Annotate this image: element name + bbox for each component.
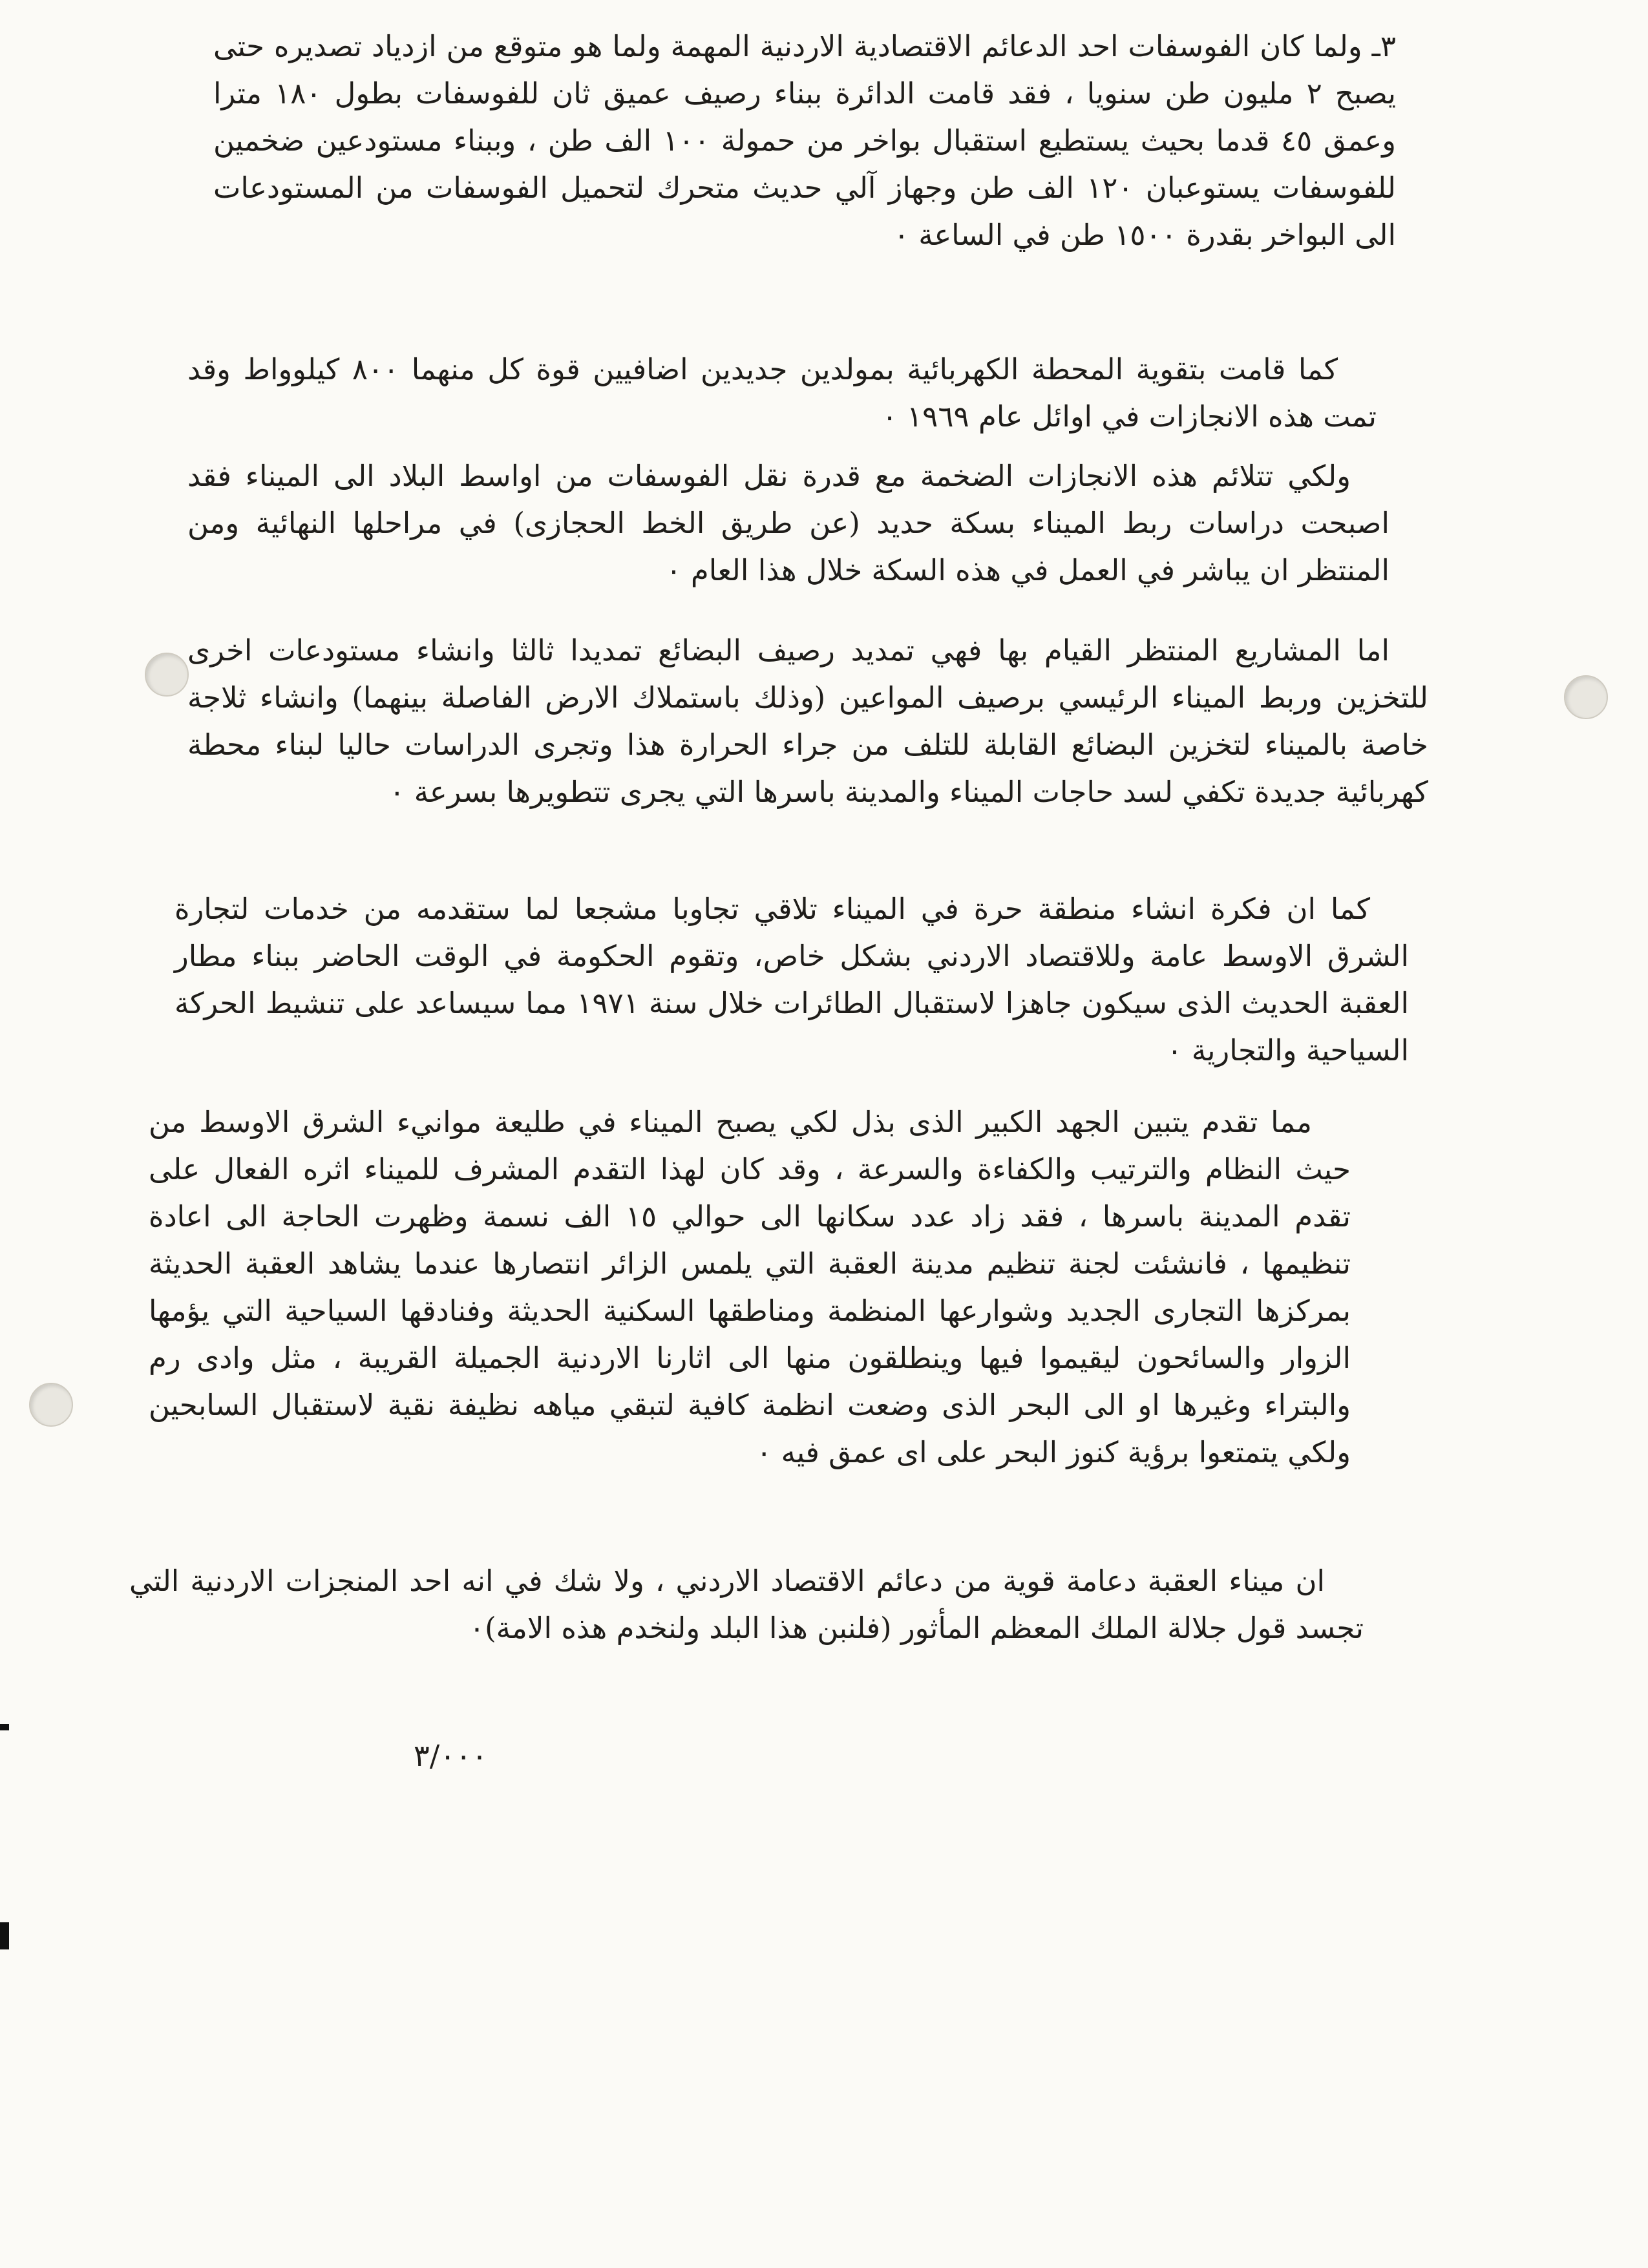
page-number: ٣/٠٠٠ (414, 1738, 488, 1773)
paragraph-text: ولكي تتلائم هذه الانجازات الضخمة مع قدرة نقل الفوسفات من اواسط البلاد الى الميناء فقد اصبحت دراسات ربط الميناء بسكة حديد (عن طريق الخط الحجازى) في مراحلها النهائية ومن المنتظر ان يباشر في العمل في هذه السكة خلال هذا العام ٠ (187, 459, 1389, 587)
paragraph-text: اما المشاريع المنتظر القيام بها فهي تمديد رصيف البضائع تمديدا ثالثا وانشاء مستودعات اخرى للتخزين وربط الميناء الرئيسي برصيف المواعين (وذلك باستملاك الارض الفاصلة بينهما) وانشاء ثلاجة خاصة بالميناء لتخزين البضائع القابلة للتلف من جراء الحرارة هذا وتجرى الدراسات حاليا لبناء محطة كهربائية جديدة تكفي لسد حاجات الميناء والمدينة باسرها التي يجرى تتطويرها بسرعة ٠ (187, 633, 1428, 809)
paragraph-text: ٣ـ ولما كان الفوسفات احد الدعائم الاقتصادية الاردنية المهمة ولما هو متوقع من ازدياد تصديره حتى يصبح ٢ مليون طن سنويا ، فقد قامت الدائرة ببناء رصيف عميق ثان للفوسفات بطول ١٨٠ مترا وعمق ٤٥ قدما بحيث يستطيع استقبال بواخر من حمولة ١٠٠ الف طن ، وببناء مستودعين ضخمين للفوسفات يستوعبان ١٢٠ الف طن وجهاز آلي حديث متحرك لتحميل الفوسفات من المستودعات الى البواخر بقدرة ١٥٠٠ طن في الساعة ٠ (213, 29, 1397, 252)
punch-hole (29, 1383, 73, 1427)
paragraph-conclusion (129, 1557, 1364, 1652)
paragraph-text: كما ان فكرة انشاء منطقة حرة في الميناء تلاقي تجاوبا مشجعا لما ستقدمه من خدمات لتجارة الشرق الاوسط عامة وللاقتصاد الاردني بشكل خاص، وتقوم الحكومة في الوقت الحاضر ببناء مطار العقبة الحديث الذى سيكون جاهزا لاستقبال الطائرات خلال سنة ١٩٧١ مما سيساعد على تنشيط الحركة السياحية والتجارية ٠ (174, 892, 1410, 1067)
paragraph-text: كما قامت بتقوية المحطة الكهربائية بمولدين جديدين اضافيين قوة كل منهما ٨٠٠ كيلوواط وقد تمت هذه الانجازات في اوائل عام ١٩٦٩ ٠ (187, 352, 1377, 434)
paragraph-city-development (149, 1098, 1351, 1476)
punch-hole (1564, 675, 1608, 719)
paragraph-planned-projects (187, 627, 1428, 815)
paragraph-railway (187, 452, 1389, 594)
paragraph-text: مما تقدم يتبين الجهد الكبير الذى بذل لكي يصبح الميناء في طليعة موانيء الشرق الاوسط من حيث النظام والترتيب والكفاءة والسرعة ، وقد كان لهذا التقدم المشرف للميناء اثره الفعال على تقدم المدينة باسرها ، فقد زاد عدد سكانها الى حوالي ١٥ الف نسمة وظهرت الحاجة الى اعادة تنظيمها ، فانشئت لجنة تنظيم مدينة العقبة التي يلمس الزائر انتصارها عندما يشاهد العقبة الحديثة بمركزها التجارى الجديد وشوارعها المنظمة ومناطقها السكنية الحديثة وفنادقها السياحية التي يؤمها الزوار والسائحون ليقيموا فيها وينطلقون منها الى اثارنا الاردنية الجميلة القريبة ، مثل وادى رم والبتراء وغيرها او الى البحر الذى وضعت انظمة كافية لتبقي مياهه نظيفة نقية لاستقبال السابحين ولكي يتمتعوا برؤية كنوز البحر على اى عمق فيه ٠ (149, 1105, 1351, 1469)
paragraph-free-zone (174, 885, 1409, 1074)
paragraph-phosphate-berth (213, 23, 1396, 258)
paragraph-power-station (187, 346, 1377, 440)
paragraph-text: ان ميناء العقبة دعامة قوية من دعائم الاقتصاد الاردني ، ولا شك في انه احد المنجزات الاردنية التي تجسد قول جلالة الملك المعظم المأثور (فلنبن هذا البلد ولنخدم هذه الامة)٠ (129, 1564, 1364, 1645)
punch-hole (145, 653, 189, 697)
binding-edge-mark (0, 1922, 9, 1949)
binding-edge-mark (0, 1724, 9, 1730)
